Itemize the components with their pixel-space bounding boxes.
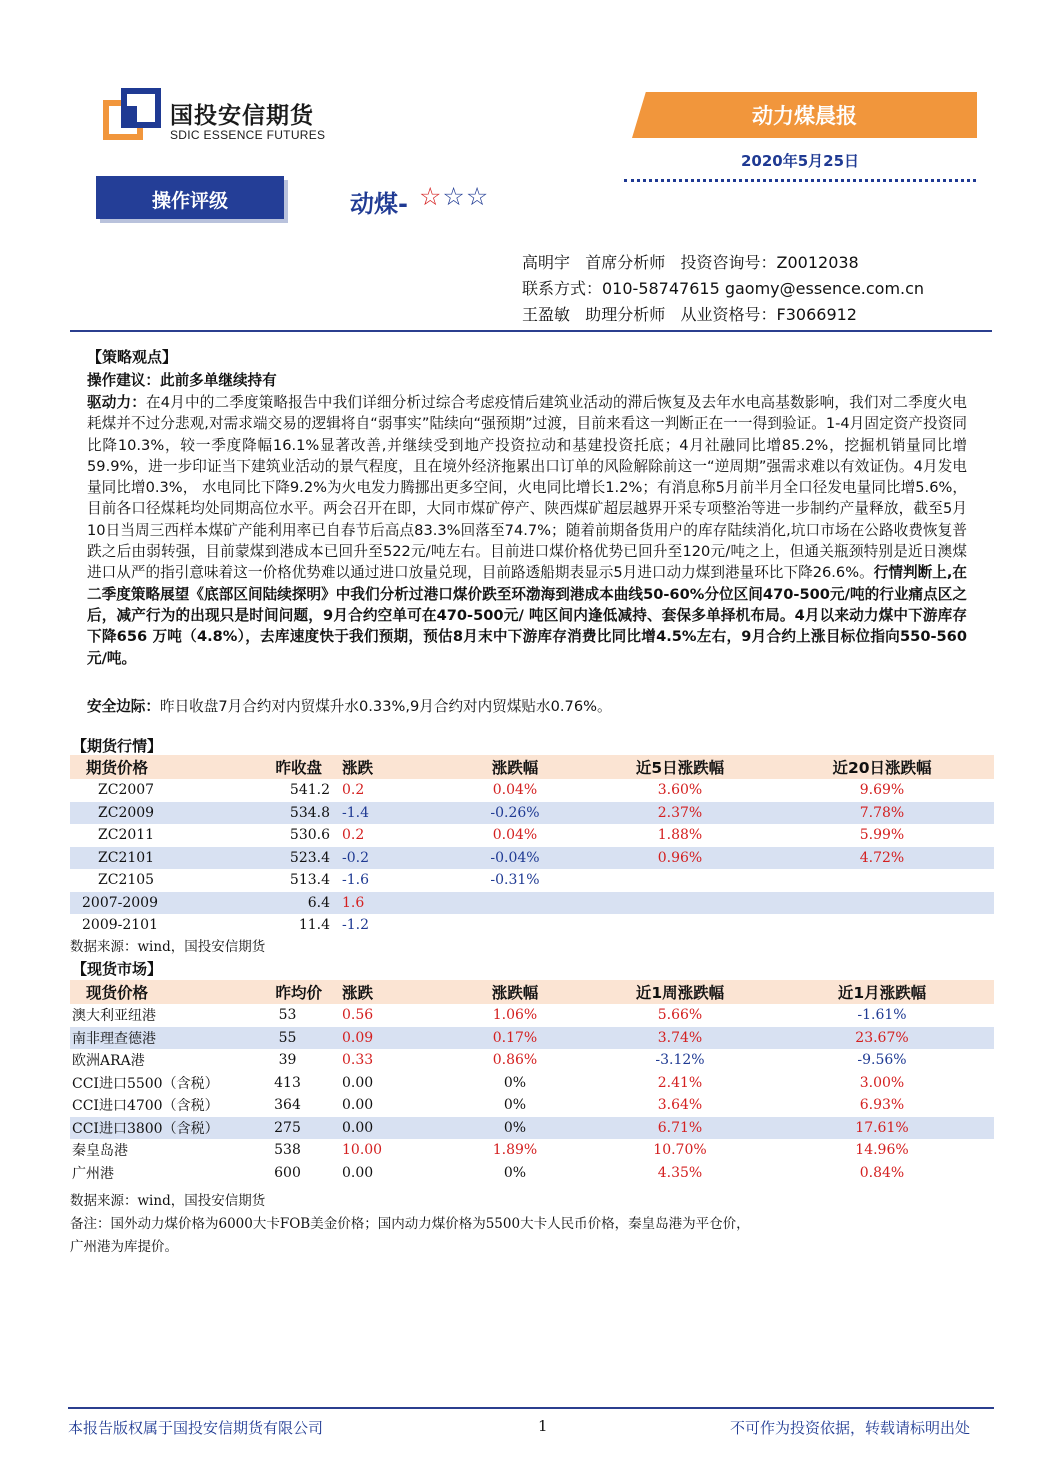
analyst-line-2: 王盈敏 助理分析师 从业资格号：F3066912 <box>522 305 857 324</box>
contract-name: ZC2009 <box>70 802 240 825</box>
star-icon: ☆ <box>419 182 443 211</box>
change-20d: 4.72% <box>770 847 994 870</box>
spot-note-line-1: 备注：国外动力煤价格为6000大卡FOB美金价格；国内动力煤价格为5500大卡人民币价格，秦皇岛港为平仓价， <box>70 1216 750 1232</box>
change-pct: 1.06% <box>492 1007 538 1024</box>
header-divider <box>624 179 976 182</box>
change-1m: -9.56% <box>857 1052 907 1069</box>
spot-row <box>70 1049 994 1072</box>
change-value: 0.56 <box>342 1007 374 1024</box>
spot-col-header: 近1周涨跌幅 <box>590 980 770 1004</box>
avg-price: 55 <box>245 1027 330 1050</box>
section-divider <box>70 330 992 332</box>
change-5d: 1.88% <box>657 827 703 844</box>
prev-close: 513.4 <box>289 872 330 889</box>
change-value: 0.00 <box>342 1074 374 1091</box>
spot-row <box>70 1004 994 1027</box>
futures-row <box>70 892 994 915</box>
change-pct: -0.04% <box>440 847 590 870</box>
change-5d: 0.96% <box>590 847 770 870</box>
futures-row <box>70 869 994 892</box>
change-pct: 0% <box>503 1074 527 1091</box>
futures-header-row <box>70 755 994 779</box>
prev-close: 541.2 <box>289 782 330 799</box>
change-pct: 0% <box>503 1164 527 1181</box>
rating-label: 操作评级 <box>151 190 228 212</box>
advice-text: 此前多单继续持有 <box>159 372 277 389</box>
change-1w: -3.12% <box>655 1052 705 1069</box>
footer-copyright: 本报告版权属于国投安信期货有限公司 <box>68 1419 324 1437</box>
change-value: -1.4 <box>330 802 440 825</box>
market-name: CCI进口4700（含税） <box>72 1098 219 1115</box>
change-value: 10.00 <box>342 1142 383 1159</box>
change-pct: 1.89% <box>492 1142 538 1159</box>
star-icon: ☆ <box>465 182 490 211</box>
spot-col-header: 涨跌 <box>330 980 440 1004</box>
change-1m: 0.84% <box>859 1164 905 1181</box>
strategy-heading: 【策略观点】 <box>87 348 178 366</box>
market-name: 澳大利亚纽港 <box>72 1008 156 1025</box>
market-name: 欧洲ARA港 <box>72 1053 145 1070</box>
change-1w: 10.70% <box>653 1142 707 1159</box>
spot-header-row <box>70 980 994 1004</box>
change-pct: 0% <box>503 1097 527 1114</box>
safety-text: 昨日收盘7月合约对内贸煤升水0.33%,9月合约对内贸煤贴水0.76%。 <box>159 698 612 715</box>
spot-source: 数据来源：wind，国投安信期货 <box>70 1193 266 1209</box>
spot-row <box>70 1117 994 1140</box>
change-value: 1.6 <box>330 892 440 915</box>
futures-col-header: 昨收盘 <box>240 755 330 779</box>
change-value: 0.33 <box>342 1052 374 1069</box>
safety-label: 安全边际： <box>87 698 160 715</box>
change-1m: 23.67% <box>770 1027 994 1050</box>
prev-close: 530.6 <box>289 827 330 844</box>
futures-heading: 【期货行情】 <box>72 737 163 755</box>
change-1w: 2.41% <box>657 1074 703 1091</box>
contract-name: ZC2105 <box>98 872 155 889</box>
prev-close: 11.4 <box>298 917 330 934</box>
change-value: 0.00 <box>330 1117 440 1140</box>
spot-col-header: 昨均价 <box>245 980 330 1004</box>
footer-divider <box>68 1407 994 1409</box>
change-pct <box>440 892 590 915</box>
change-value: -0.2 <box>330 847 440 870</box>
prev-close: 523.4 <box>240 847 330 870</box>
contract-name: 2009-2101 <box>82 917 158 934</box>
futures-row <box>70 824 994 847</box>
avg-price: 275 <box>245 1117 330 1140</box>
contract-name: 2007-2009 <box>70 892 240 915</box>
change-pct: 0.04% <box>492 827 538 844</box>
change-5d: 3.60% <box>657 782 703 799</box>
change-20d <box>770 869 994 892</box>
change-pct: 0.04% <box>492 782 538 799</box>
report-title: 动力煤晨报 <box>752 104 857 128</box>
spot-table <box>70 980 994 1184</box>
change-20d: 9.69% <box>859 782 905 799</box>
contract-name: ZC2011 <box>98 827 155 844</box>
change-1m: -1.61% <box>857 1007 907 1024</box>
analyst-contact-line: 联系方式：010-58747615 gaomy@essence.com.cn <box>522 279 925 298</box>
star-icon: ☆ <box>442 182 466 211</box>
spot-note-line-2: 广州港为库提价。 <box>70 1239 178 1255</box>
change-pct: 0% <box>440 1117 590 1140</box>
futures-col-header: 近5日涨跌幅 <box>590 755 770 779</box>
driver-text: 在4月中的二季度策略报告中我们详细分析过综合考虑疫情后建筑业活动的滞后恢复及去年水电高基数影响，我们对二季度火电耗煤并不过分悲观,对需求端交易的逻辑将自“弱事实”陆续向“强预期”过渡，目前来看这一判断正在一一得到验证。1-4月固定资产投资同比降10.3%，较一季度降幅16.1%显著改善,并继续受到地产投资拉动和基建投资托底；4月社融同比增85.2%，挖掘机销量同比增59.9%，进一步印证当下建筑业活动的景气程度，且在境外经济拖累出口订单的风险解除前这一“逆周期”强需求难以有效证伪。4月发电量同比增0.3%， 水电同比下降9.2%为火电发力腾挪出更多空间，火电同比增长1.2%；有消息称5月前半月全口径发电量同比增5.6%，目前各口径煤耗均处同期高位水平。两会召开在即，大同市煤矿停产、陕西煤矿超层越界开采专项整治等进一步制约产量释放，截至5月10日当周三西样本煤矿产能利用率已自春节后高点83.3%回落至74.7%；随着前期备货用户的库存陆续消化,坑口市场在公路收费恢复普跌之后由弱转强，目前蒙煤到港成本已回升至522元/吨左右。目前进口煤价格优势已回升至120元/吨之上，但通关瓶颈特别是近日澳煤进口从严的指引意味着这一价格优势难以通过进口放量兑现，目前路透船期表显示5月进口动力煤到港量环比下降26.6%。 <box>87 394 967 582</box>
spot-col-header: 涨跌幅 <box>440 980 590 1004</box>
market-name: 广州港 <box>72 1165 114 1182</box>
footer-disclaimer: 不可作为投资依据，转载请标明出处 <box>730 1419 971 1437</box>
driver-label: 驱动力： <box>87 394 147 411</box>
analyst-line-1: 高明宇 首席分析师 投资咨询号：Z0012038 <box>522 253 859 272</box>
avg-price: 538 <box>274 1142 301 1159</box>
driver-paragraph <box>87 392 967 669</box>
change-1m: 3.00% <box>859 1074 905 1091</box>
change-1w: 6.71% <box>590 1117 770 1140</box>
avg-price: 39 <box>278 1052 297 1069</box>
change-1m: 17.61% <box>770 1117 994 1140</box>
change-value: -1.2 <box>342 917 369 934</box>
avg-price: 53 <box>278 1007 297 1024</box>
spot-col-header: 近1月涨跌幅 <box>770 980 994 1004</box>
change-1m: 14.96% <box>855 1142 909 1159</box>
operation-advice <box>87 370 967 391</box>
page-number: 1 <box>538 1417 548 1435</box>
avg-price: 364 <box>274 1097 301 1114</box>
change-pct: 0.17% <box>440 1027 590 1050</box>
change-5d <box>590 869 770 892</box>
spot-row <box>70 1094 994 1117</box>
change-5d <box>590 914 770 937</box>
change-pct <box>440 914 590 937</box>
spot-heading: 【现货市场】 <box>72 960 163 978</box>
advice-label: 操作建议： <box>87 372 160 389</box>
rating-product: 动煤- <box>350 190 408 218</box>
change-pct: -0.26% <box>440 802 590 825</box>
change-value: 0.00 <box>342 1097 374 1114</box>
safety-margin <box>87 696 967 717</box>
change-value: 0.09 <box>330 1027 440 1050</box>
change-value: 0.2 <box>342 782 365 799</box>
futures-col-header: 近20日涨跌幅 <box>770 755 994 779</box>
change-value: -1.6 <box>342 872 369 889</box>
logo-chinese-name: 国投安信期货 <box>170 103 314 129</box>
change-1m: 6.93% <box>859 1097 905 1114</box>
logo-english-name: SDIC ESSENCE FUTURES <box>170 128 326 142</box>
market-name: CCI进口3800（含税） <box>70 1117 245 1140</box>
spot-row <box>70 1162 994 1185</box>
change-1w: 3.64% <box>657 1097 703 1114</box>
futures-row <box>70 779 994 802</box>
change-1w: 3.74% <box>590 1027 770 1050</box>
spot-row <box>70 1072 994 1095</box>
change-value: 0.2 <box>342 827 365 844</box>
futures-col-header: 涨跌 <box>330 755 440 779</box>
driver-judgement: 行情判断上,在二季度策略展望《底部区间陆续探明》中我们分析过港口煤价跌至环渤海到港成本曲线50-60%分位区间470-500元/吨的行业痛点区之后，减产行为的出现只是时间问题，9月合约空单可在470-500元/ 吨区间内逢低减持、套保多单择机布局。4月以来动力煤中下游库存下降656 万吨（4.8%），去库速度快于我们预期，预估8月末中下游库存消费比同比增4.5%左右，9月合约上涨目标位指向550-560元/吨。 <box>87 564 968 667</box>
change-pct: 0.86% <box>492 1052 538 1069</box>
market-name: 秦皇岛港 <box>72 1143 128 1160</box>
prev-close: 6.4 <box>240 892 330 915</box>
avg-price: 413 <box>274 1074 301 1091</box>
futures-col-header: 期货价格 <box>70 755 240 779</box>
market-name: 南非理查德港 <box>70 1027 245 1050</box>
prev-close: 534.8 <box>240 802 330 825</box>
futures-row <box>70 914 994 937</box>
futures-source: 数据来源：wind，国投安信期货 <box>70 939 266 955</box>
change-1w: 4.35% <box>657 1164 703 1181</box>
change-value: 0.00 <box>342 1164 374 1181</box>
rating-stars <box>419 182 489 211</box>
change-20d <box>770 914 994 937</box>
contract-name: ZC2007 <box>98 782 155 799</box>
futures-table <box>70 755 994 937</box>
change-5d <box>590 892 770 915</box>
change-pct: -0.31% <box>490 872 540 889</box>
change-20d <box>770 892 994 915</box>
report-date: 2020年5月25日 <box>740 152 860 170</box>
avg-price: 600 <box>274 1164 301 1181</box>
futures-col-header: 涨跌幅 <box>440 755 590 779</box>
contract-name: ZC2101 <box>70 847 240 870</box>
change-20d: 7.78% <box>770 802 994 825</box>
change-1w: 5.66% <box>657 1007 703 1024</box>
market-name: CCI进口5500（含税） <box>72 1075 219 1092</box>
futures-row <box>70 847 994 870</box>
change-5d: 2.37% <box>590 802 770 825</box>
company-logo-icon <box>103 88 161 140</box>
spot-row <box>70 1139 994 1162</box>
futures-row <box>70 802 994 825</box>
spot-row <box>70 1027 994 1050</box>
spot-col-header: 现货价格 <box>70 980 245 1004</box>
change-20d: 5.99% <box>859 827 905 844</box>
